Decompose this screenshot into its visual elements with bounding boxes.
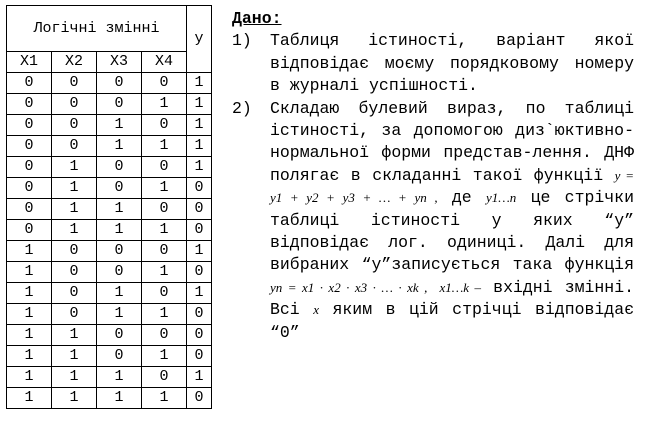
output-cell: 1 — [187, 136, 212, 157]
paragraph-part: Складаю булевий вираз, по таблиці істиності, за допомогою диз`юктивно-нормальної форми представ-лення. ДНФ полягає в складанні такої функції — [270, 98, 634, 185]
table-cell: 0 — [52, 136, 97, 157]
list-item-1 — [232, 30, 634, 97]
table-cell: 0 — [142, 283, 187, 304]
output-cell: 1 — [187, 94, 212, 115]
output-cell: 0 — [187, 304, 212, 325]
table-cell: 0 — [142, 241, 187, 262]
problem-text — [232, 8, 634, 422]
table-cell: 1 — [52, 220, 97, 241]
column-header-row — [7, 52, 212, 73]
table-cell: 1 — [7, 346, 52, 367]
table-cell: 1 — [52, 178, 97, 199]
table-cell: 1 — [97, 136, 142, 157]
table-cell: 0 — [142, 367, 187, 388]
table-cell: 1 — [142, 94, 187, 115]
formula-product: yn = x1 · x2 · x3 · … · xk , — [270, 279, 428, 295]
table-cell: 1 — [142, 304, 187, 325]
table-cell: 0 — [97, 178, 142, 199]
table-cell: 0 — [97, 325, 142, 346]
table-cell: 0 — [142, 115, 187, 136]
table-cell: 1 — [97, 283, 142, 304]
table-row — [7, 157, 212, 178]
table-cell: 0 — [7, 157, 52, 178]
output-cell: 0 — [187, 199, 212, 220]
paragraph-part: вхідні змінні. Всі — [270, 277, 634, 320]
table-cell: 1 — [142, 178, 187, 199]
table-cell: 0 — [52, 73, 97, 94]
table-cell: 0 — [97, 262, 142, 283]
table-cell: 0 — [142, 73, 187, 94]
table-row — [7, 199, 212, 220]
table-cell: 0 — [142, 157, 187, 178]
formula-x: x — [313, 302, 319, 318]
table-cell: 1 — [142, 262, 187, 283]
table-row — [7, 220, 212, 241]
output-cell: 1 — [187, 115, 212, 136]
table-cell: 1 — [97, 388, 142, 409]
paragraph-part: яким в цій стрічці відповідає “0” — [270, 300, 634, 342]
table-cell: 1 — [7, 325, 52, 346]
table-row — [7, 178, 212, 199]
table-cell: 0 — [7, 94, 52, 115]
output-cell: 0 — [187, 220, 212, 241]
paragraph-part: це стрічки таблиці істиності у яких “y” відповідає лог. одиниці. Далі для вибраних “y”записується така функція — [270, 188, 634, 275]
table-cell: 0 — [142, 325, 187, 346]
table-cell: 1 — [52, 346, 97, 367]
table-cell: 0 — [7, 73, 52, 94]
output-cell: 0 — [187, 178, 212, 199]
table-cell: 0 — [52, 304, 97, 325]
truth-table — [6, 5, 212, 409]
table-cell: 1 — [142, 346, 187, 367]
table-cell: 1 — [97, 304, 142, 325]
output-header: y — [187, 6, 212, 73]
output-cell: 1 — [187, 367, 212, 388]
table-cell: 1 — [52, 325, 97, 346]
column-header: X4 — [142, 52, 187, 73]
table-cell: 0 — [7, 220, 52, 241]
table-row — [7, 388, 212, 409]
table-row — [7, 367, 212, 388]
table-row — [7, 325, 212, 346]
output-cell: 1 — [187, 157, 212, 178]
table-cell: 0 — [52, 283, 97, 304]
table-row — [7, 283, 212, 304]
item-number: 1) — [232, 31, 252, 51]
table-cell: 0 — [7, 115, 52, 136]
output-cell: 0 — [187, 346, 212, 367]
table-cell: 1 — [7, 304, 52, 325]
table-cell: 1 — [52, 199, 97, 220]
table-cell: 1 — [52, 388, 97, 409]
table-cell: 0 — [7, 178, 52, 199]
item-number: 2) — [232, 98, 252, 118]
logic-variables-header: Логічні змінні — [7, 6, 187, 52]
table-cell: 1 — [7, 388, 52, 409]
table-cell: 1 — [7, 262, 52, 283]
table-row — [7, 94, 212, 115]
formula-inputs: x1…k – — [439, 279, 482, 295]
output-cell: 1 — [187, 283, 212, 304]
column-header: X1 — [7, 52, 52, 73]
table-cell: 0 — [52, 241, 97, 262]
table-cell: 0 — [52, 94, 97, 115]
table-cell: 0 — [97, 346, 142, 367]
table-cell: 0 — [97, 73, 142, 94]
formula-text: y = y1 + y2 + y3 + … + yn , — [270, 167, 634, 206]
table-cell: 0 — [52, 262, 97, 283]
table-cell: 1 — [7, 367, 52, 388]
table-cell: 1 — [142, 220, 187, 241]
table-cell: 0 — [7, 199, 52, 220]
table-row — [7, 241, 212, 262]
table-cell: 1 — [97, 220, 142, 241]
output-cell: 0 — [187, 388, 212, 409]
table-cell: 0 — [97, 157, 142, 178]
table-row — [7, 262, 212, 283]
table-cell: 1 — [97, 367, 142, 388]
table-row — [7, 136, 212, 157]
item-text: Таблиця істиності, варіант якої відповідає моєму порядковому номеру в журналі успішності. — [270, 31, 634, 96]
table-cell: 0 — [97, 94, 142, 115]
table-row — [7, 304, 212, 325]
heading: Дано: — [232, 9, 282, 28]
output-cell: 0 — [187, 262, 212, 283]
formula-index: y1…n — [485, 190, 517, 206]
table-cell: 0 — [7, 136, 52, 157]
table-cell: 0 — [52, 115, 97, 136]
output-cell: 1 — [187, 73, 212, 94]
table-cell: 1 — [52, 157, 97, 178]
column-header: X2 — [52, 52, 97, 73]
table-row — [7, 115, 212, 136]
output-cell: 1 — [187, 241, 212, 262]
column-header: X3 — [97, 52, 142, 73]
table-cell: 1 — [97, 115, 142, 136]
item-text — [270, 98, 634, 344]
table-cell: 1 — [142, 388, 187, 409]
output-cell: 0 — [187, 325, 212, 346]
table-cell: 0 — [142, 199, 187, 220]
table-cell: 1 — [52, 367, 97, 388]
table-cell: 1 — [7, 241, 52, 262]
table-cell: 1 — [97, 199, 142, 220]
table-row — [7, 346, 212, 367]
list-item-2 — [232, 98, 634, 344]
table-cell: 1 — [7, 283, 52, 304]
table-row — [7, 73, 212, 94]
table-cell: 0 — [97, 241, 142, 262]
paragraph-part: де — [451, 188, 472, 208]
truth-table-body — [7, 73, 212, 409]
table-cell: 1 — [142, 136, 187, 157]
